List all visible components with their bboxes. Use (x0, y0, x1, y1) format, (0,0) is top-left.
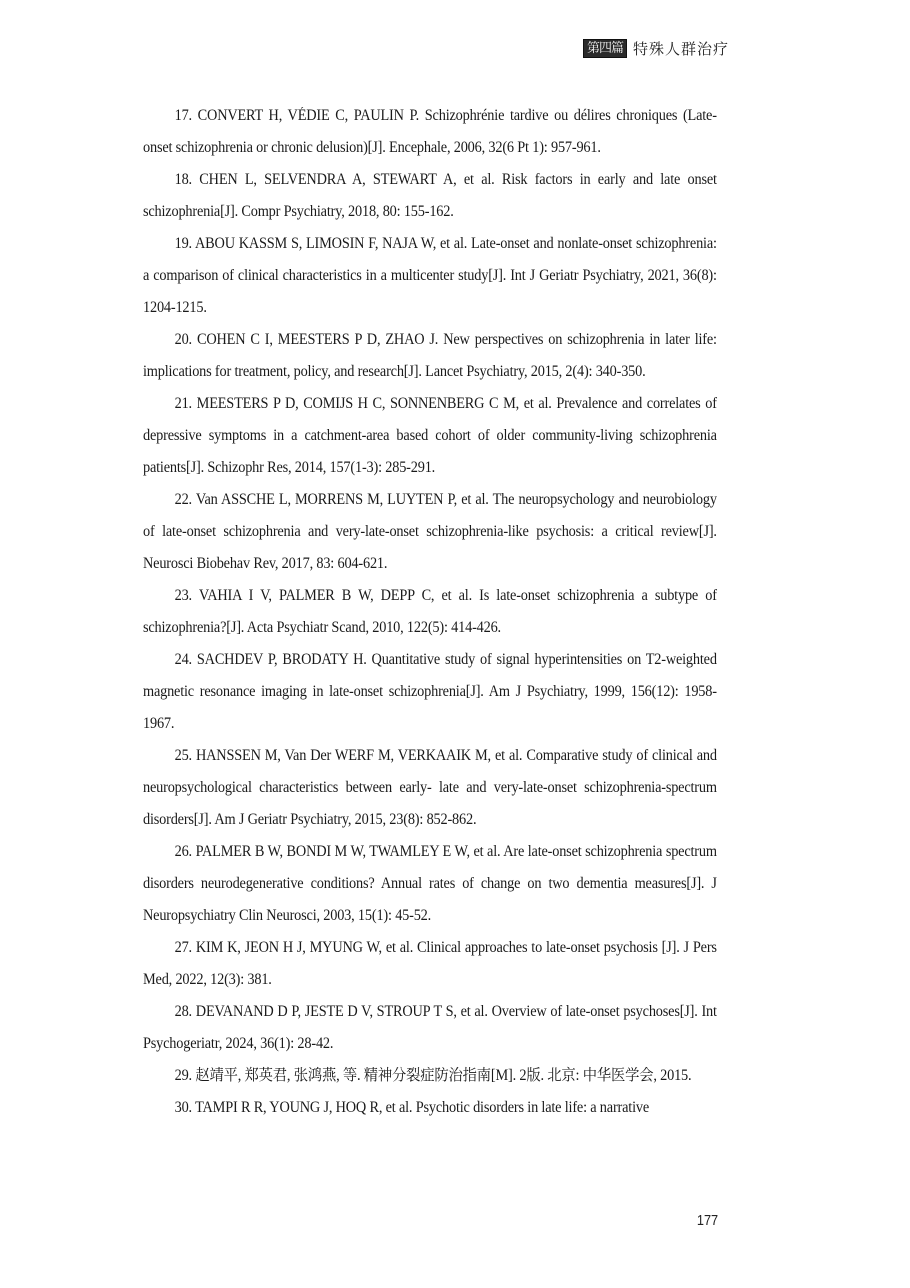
reference-item (143, 740, 717, 836)
reference-number: 27. (174, 939, 192, 956)
part-label-badge: 第四篇 (583, 39, 627, 58)
reference-number: 22. (174, 491, 192, 508)
running-header (583, 38, 729, 59)
reference-item (143, 100, 717, 164)
section-title: 特殊人群治疗 (633, 40, 730, 58)
reference-text: 赵靖平, 郑英君, 张鸿燕, 等. 精神分裂症防治指南[M]. 2版. 北京: 中华医学会, 2015. (195, 1067, 692, 1084)
reference-number: 18. (174, 171, 192, 188)
reference-number: 29. (174, 1067, 192, 1084)
reference-number: 26. (174, 843, 192, 860)
reference-item (143, 484, 717, 580)
reference-list (143, 100, 717, 1124)
reference-number: 21. (174, 395, 192, 412)
reference-item (143, 324, 717, 388)
reference-text: DEVANAND D P, JESTE D V, STROUP T S, et al. Overview of late-onset psychoses[J]. Int Psychogeriatr, 2024, 36(1): 28-42. (143, 1003, 717, 1052)
reference-text: VAHIA I V, PALMER B W, DEPP C, et al. Is late-onset schizophrenia a subtype of schizophrenia?[J]. Acta Psychiatr Scand, 2010, 122(5): 414-426. (143, 587, 717, 636)
reference-number: 28. (174, 1003, 192, 1020)
reference-number: 20. (174, 331, 192, 348)
reference-item (143, 164, 717, 228)
reference-text: CHEN L, SELVENDRA A, STEWART A, et al. Risk factors in early and late onset schizophrenia[J]. Compr Psychiatry, 2018, 80: 155-162. (143, 171, 717, 220)
reference-number: 24. (174, 651, 192, 668)
reference-number: 30. (174, 1099, 192, 1116)
reference-item (143, 228, 717, 324)
page-number: 177 (696, 1212, 719, 1229)
reference-item (143, 1060, 717, 1092)
reference-item (143, 996, 717, 1060)
reference-text: Van ASSCHE L, MORRENS M, LUYTEN P, et al. The neuropsychology and neurobiology of late-onset schizophrenia and very-late-onset schizophrenia-like psychosis: a critical review[J]. Neurosci Biobehav Rev, 2017, 83: 604-621. (143, 491, 717, 572)
reference-text: COHEN C I, MEESTERS P D, ZHAO J. New perspectives on schizophrenia in later life: implications for treatment, policy, and research[J]. Lancet Psychiatry, 2015, 2(4): 340-350. (143, 331, 717, 380)
reference-item (143, 1092, 717, 1124)
reference-number: 23. (174, 587, 192, 604)
reference-text: PALMER B W, BONDI M W, TWAMLEY E W, et al. Are late-onset schizophrenia spectrum disorders neurodegenerative conditions? Annual rates of change on two dementia measures[J]. J Neuropsychiatry Clin Neurosci, 2003, 15(1): 45-52. (143, 843, 717, 924)
reference-item (143, 836, 717, 932)
reference-text: HANSSEN M, Van Der WERF M, VERKAAIK M, et al. Comparative study of clinical and neuropsychological characteristics between early- late and very-late-onset schizophrenia-spectrum disorders[J]. Am J Geriatr Psychiatry, 2015, 23(8): 852-862. (143, 747, 717, 828)
reference-number: 17. (174, 107, 192, 124)
reference-text: ABOU KASSM S, LIMOSIN F, NAJA W, et al. Late-onset and nonlate-onset schizophrenia: a comparison of clinical characteristics in a multicenter study[J]. Int J Geriatr Psychiatry, 2021, 36(8): 1204-1215. (143, 235, 717, 316)
reference-text: MEESTERS P D, COMIJS H C, SONNENBERG C M, et al. Prevalence and correlates of depressive symptoms in a catchment-area based cohort of older community-living schizophrenia patients[J]. Schizophr Res, 2014, 157(1-3): 285-291. (143, 395, 717, 476)
reference-item (143, 388, 717, 484)
reference-text: KIM K, JEON H J, MYUNG W, et al. Clinical approaches to late-onset psychosis [J]. J Pers Med, 2022, 12(3): 381. (143, 939, 717, 988)
reference-item (143, 644, 717, 740)
reference-number: 25. (174, 747, 192, 764)
reference-text: TAMPI R R, YOUNG J, HOQ R, et al. Psychotic disorders in late life: a narrative (195, 1099, 649, 1116)
reference-text: CONVERT H, VÉDIE C, PAULIN P. Schizophrénie tardive ou délires chroniques (Late-onset schizophrenia or chronic delusion)[J]. Encephale, 2006, 32(6 Pt 1): 957-961. (143, 107, 717, 156)
reference-text: SACHDEV P, BRODATY H. Quantitative study of signal hyperintensities on T2-weighted magnetic resonance imaging in late-onset schizophrenia[J]. Am J Psychiatry, 1999, 156(12): 1958-1967. (143, 651, 717, 732)
reference-item (143, 580, 717, 644)
reference-number: 19. (174, 235, 192, 252)
reference-item (143, 932, 717, 996)
